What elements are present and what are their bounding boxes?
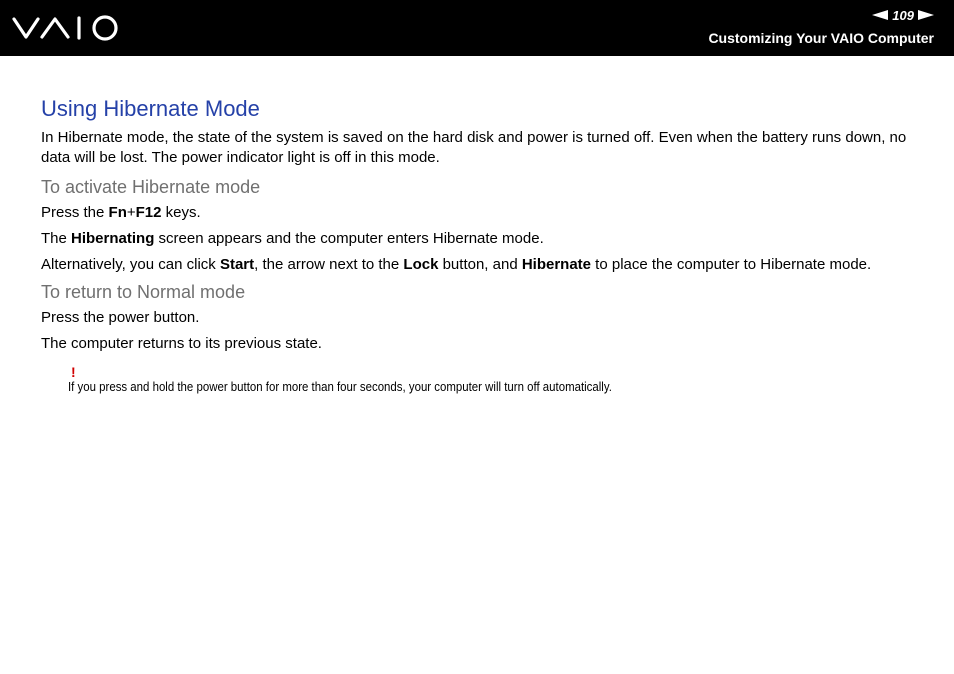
vaio-logo [12, 13, 122, 46]
page-content [41, 95, 931, 395]
note-block [68, 365, 931, 395]
restore-heading: To return to Normal mode [41, 282, 246, 302]
page-title: Using Hibernate Mode [41, 96, 260, 121]
restore-step-1: Press the power button. [41, 309, 200, 326]
previous-page-arrow-icon[interactable] [872, 10, 888, 20]
vaio-logo-icon [12, 13, 122, 41]
section-title: Customizing Your VAIO Computer [708, 30, 934, 46]
note-text: If you press and hold the power button for more than four seconds, your computer will turn off automatically. [68, 379, 612, 394]
next-page-arrow-icon[interactable] [918, 10, 934, 20]
page-navigator [872, 7, 934, 23]
activate-step-2: The Hibernating screen appears and the computer enters Hibernate mode. [41, 230, 544, 247]
key-f12: F12 [135, 204, 162, 221]
warning-icon: ! [71, 364, 76, 380]
page-header [0, 0, 954, 56]
page-number: 109 [892, 7, 914, 23]
activate-step-3: Alternatively, you can click Start, the arrow next to the Lock button, and Hibernate to place the computer to Hibernate mode. [41, 256, 872, 273]
activate-heading: To activate Hibernate mode [41, 177, 261, 197]
intro-paragraph: In Hibernate mode, the state of the system is saved on the hard disk and power is turned off. Even when the battery runs down, no data will be lost. The power indicator light is off in this mode. [41, 129, 907, 166]
key-fn: Fn [108, 204, 127, 221]
activate-step-1: Press the Fn+F12 keys. [41, 204, 201, 221]
restore-step-2: The computer returns to its previous state. [41, 335, 322, 352]
